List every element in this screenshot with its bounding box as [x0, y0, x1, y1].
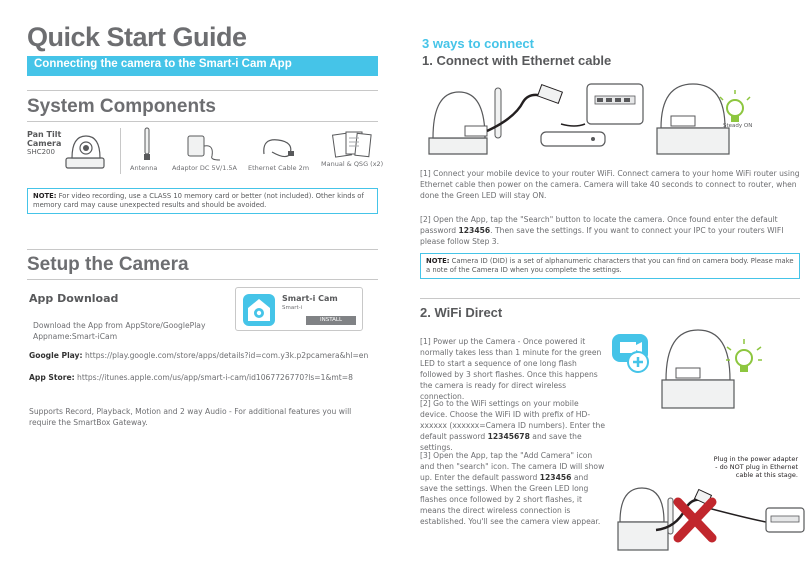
plug-instruction: [714, 455, 798, 479]
app-download-heading: App Download: [29, 292, 119, 305]
wifi-step-2: [420, 398, 608, 453]
plug-line: - do NOT plug in Ethernet: [715, 463, 798, 471]
wifi-direct-illustration: [606, 326, 806, 418]
camera-label: Pan Tilt: [27, 130, 62, 139]
app-store-card[interactable]: [235, 287, 363, 331]
note-text: Camera ID (DID) is a set of alphanumeric characters that you can find on camera body. Please make a note of the Camera ID when you complete the settings.: [426, 257, 794, 274]
camera-id-note: [420, 253, 800, 279]
step-text: . Then save the settings. If you want to connect your IPC to your routers WIFI please follow Step 3.: [420, 226, 784, 246]
divider: [27, 279, 378, 280]
wifi-step-1: [1] Power up the Camera - Once powered it normally takes less than 1 minute for the green LED to start a sequence of one long flash followed by 3 short flashes. Once this happens the camera is ready for direct wireless connection.: [420, 337, 602, 401]
default-password: 123456: [539, 473, 572, 482]
app-name-line: Appname:Smart-iCam: [33, 332, 118, 341]
step-text: [3] Open the App, tap the "Add Camera" icon and then "search" icon. The camera ID will show up. Enter the default password: [420, 451, 605, 482]
ethernet-illustration: [425, 78, 808, 162]
app-store-line: [29, 372, 353, 383]
google-play-label: Google Play:: [29, 351, 83, 360]
google-play-line: [29, 350, 368, 361]
step-text: and save the settings. When the Green LED long flashes once followed by 2 short flashes, it means the direct wireless connection is established. You'll see the camera view appear.: [420, 473, 601, 526]
ethernet-step-2: [420, 214, 800, 247]
app-name: Smart-i Cam: [282, 294, 338, 303]
app-store-url[interactable]: https://itunes.apple.com/us/app/smart-i-cam/id1067726770?ls=1&mt=8: [74, 373, 353, 382]
divider: [120, 128, 121, 174]
install-button[interactable]: INSTALL: [306, 316, 356, 325]
ethernet-step-1: [1] Connect your mobile device to your router WiFi. Connect camera to your home WiFi router using Ethernet cable then power on the camera. Camera will take 40 seconds to connect to router, when done the Green LED will stay ON.: [420, 169, 800, 200]
antenna-label: Antenna: [130, 164, 158, 172]
wifi-step-3: [420, 450, 608, 527]
download-instruction: [33, 320, 205, 342]
camera-model: SHC200: [27, 148, 55, 156]
page-title: Quick Start Guide: [27, 22, 247, 52]
setup-heading: Setup the Camera: [27, 254, 189, 275]
adaptor-icon: [184, 130, 224, 162]
app-icon: [242, 293, 276, 327]
note-label: NOTE:: [33, 192, 57, 200]
components-heading: System Components: [27, 96, 216, 117]
divider: [27, 121, 378, 122]
ethernet-heading: 1. Connect with Ethernet cable: [422, 53, 612, 68]
camera-component: [27, 130, 61, 157]
cable-label: Ethernet Cable 2m: [248, 164, 310, 172]
divider: [27, 249, 378, 250]
adaptor-label: Adaptor DC 5V/1.5A: [172, 164, 237, 172]
manual-icon: [330, 128, 374, 160]
supports-line: Supports Record, Playback, Motion and 2 way Audio - For additional features you will: [29, 407, 352, 416]
default-password: 123456: [458, 226, 491, 235]
plug-line: cable at this stage.: [735, 471, 798, 479]
memory-card-note: [27, 188, 378, 214]
download-line: Download the App from AppStore/GooglePlay: [33, 321, 206, 330]
steady-on-label: Steady ON: [723, 123, 753, 129]
step-text: [2] Open the App, tap the "Search" button to locate the camera. Once found enter the default password: [420, 215, 778, 235]
default-password: 12345678: [487, 432, 530, 441]
supports-text: [29, 406, 351, 428]
google-play-url[interactable]: https://play.google.com/store/apps/details?id=com.y3k.p2pcamera&hl=en: [82, 351, 369, 360]
antenna-icon: [140, 126, 154, 162]
note-text: For video recording, use a CLASS 10 memory card or better (not included). Other kinds of memory card may cause unexpected results and should be avoided.: [33, 192, 364, 209]
note-label: NOTE:: [426, 257, 450, 265]
step-text: and save the settings.: [420, 432, 582, 452]
connect-banner: Connecting the camera to the Smart-i Cam App: [27, 56, 378, 76]
manual-label: Manual & QSG (x2): [321, 160, 384, 168]
plug-line: Plug in the power adapter: [713, 455, 798, 463]
divider: [27, 90, 378, 91]
camera-label: Camera: [27, 139, 62, 148]
no-ethernet-illustration: [616, 478, 806, 558]
app-developer: Smart-i: [282, 305, 303, 311]
camera-icon: [62, 128, 110, 172]
cable-icon: [258, 134, 298, 160]
app-store-label: App Store:: [29, 373, 75, 382]
wifi-direct-heading: 2. WiFi Direct: [420, 305, 503, 320]
supports-line: require the SmartBox Gateway.: [29, 418, 148, 427]
divider: [420, 298, 800, 299]
ways-heading: 3 ways to connect: [422, 36, 534, 51]
step-text: [2] Go to the WiFi settings on your mobile device. Choose the WiFi ID with prefix of HD-xxxxxx (xxxxxx=Camera ID numbers). Enter the default password: [420, 399, 606, 441]
